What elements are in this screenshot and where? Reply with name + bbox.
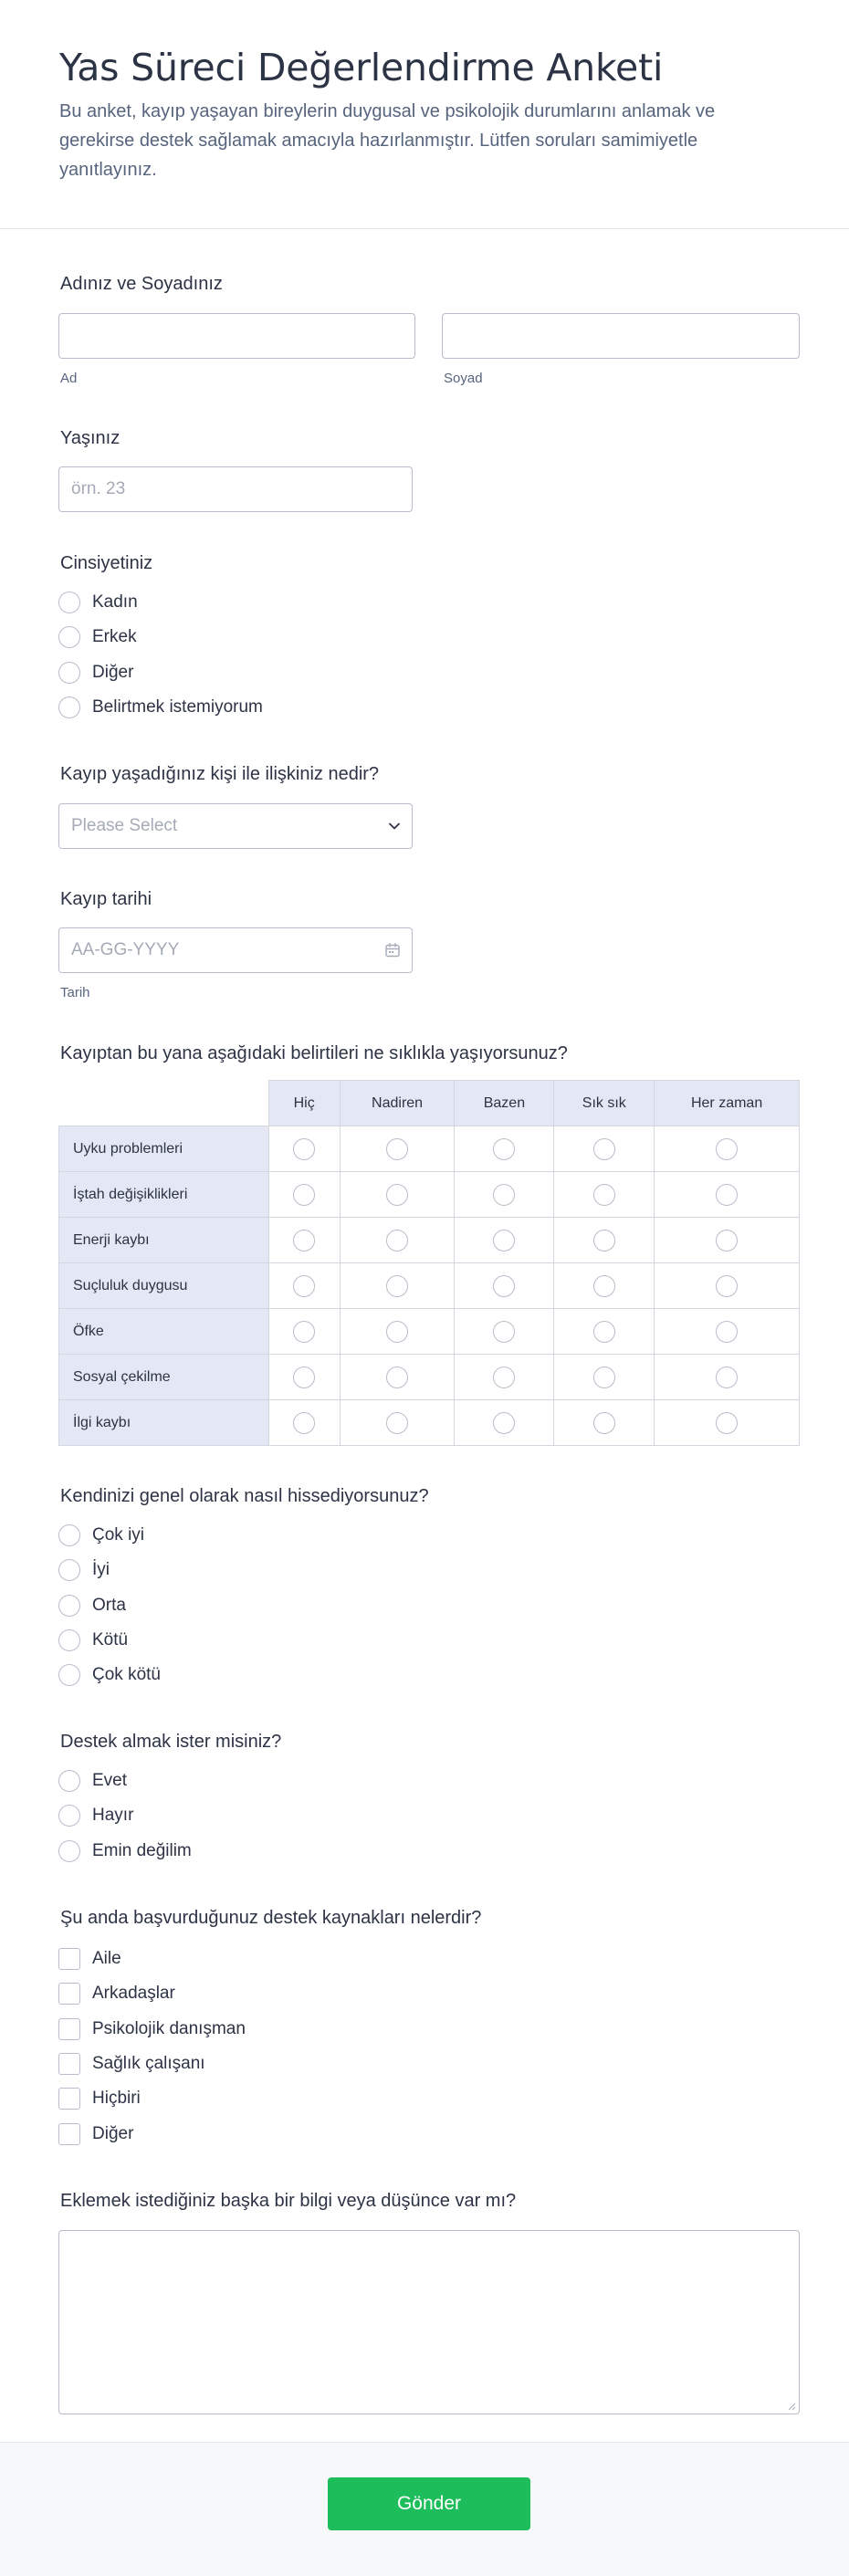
radio-button[interactable] bbox=[386, 1321, 408, 1343]
form-title: Yas Süreci Değerlendirme Anketi bbox=[59, 46, 664, 89]
radio-button[interactable] bbox=[386, 1275, 408, 1297]
matrix-cell bbox=[340, 1172, 455, 1218]
support-sources-option[interactable] bbox=[58, 2017, 246, 2041]
radio-button[interactable] bbox=[386, 1230, 408, 1251]
matrix-cell bbox=[655, 1172, 800, 1218]
radio-button[interactable] bbox=[58, 1805, 80, 1827]
gender-option[interactable] bbox=[58, 661, 133, 685]
chevron-down-icon bbox=[388, 820, 401, 832]
gender-option[interactable] bbox=[58, 696, 263, 719]
option-label: Erkek bbox=[92, 627, 137, 647]
calendar-icon[interactable] bbox=[384, 942, 401, 958]
radio-button[interactable] bbox=[293, 1275, 315, 1297]
option-label: Kötü bbox=[92, 1629, 129, 1649]
radio-button[interactable] bbox=[493, 1230, 515, 1251]
radio-button[interactable] bbox=[493, 1321, 515, 1343]
relation-label: Kayıp yaşadığınız kişi ile ilişkiniz nedir? bbox=[60, 764, 380, 784]
radio-button[interactable] bbox=[386, 1138, 408, 1160]
symptoms-label: Kayıptan bu yana aşağıdaki belirtileri ne sıklıkla yaşıyorsunuz? bbox=[60, 1043, 568, 1063]
matrix-row bbox=[59, 1172, 800, 1218]
last-name-input[interactable] bbox=[442, 313, 800, 359]
matrix-row bbox=[59, 1263, 800, 1309]
matrix-cell bbox=[554, 1355, 655, 1400]
extra-label: Eklemek istediğiniz başka bir bilgi veya düşünce var mı? bbox=[60, 2191, 517, 2211]
matrix-row bbox=[59, 1309, 800, 1355]
matrix-row bbox=[59, 1400, 800, 1446]
matrix-cell bbox=[554, 1400, 655, 1446]
matrix-cell bbox=[655, 1355, 800, 1400]
radio-button[interactable] bbox=[716, 1321, 738, 1343]
radio-button[interactable] bbox=[58, 626, 80, 648]
symptoms-matrix bbox=[58, 1080, 800, 1446]
extra-textarea[interactable] bbox=[58, 2230, 800, 2414]
matrix-row-label: Enerji kaybı bbox=[59, 1218, 269, 1263]
option-label: Orta bbox=[92, 1595, 126, 1615]
radio-button[interactable] bbox=[493, 1275, 515, 1297]
feeling-option[interactable] bbox=[58, 1594, 126, 1618]
form-header bbox=[0, 0, 849, 229]
matrix-cell bbox=[554, 1126, 655, 1172]
checkbox[interactable] bbox=[58, 2053, 80, 2075]
form-footer bbox=[0, 2442, 849, 2576]
matrix-cell bbox=[268, 1126, 340, 1172]
gender-option[interactable] bbox=[58, 591, 138, 614]
option-label: Kadın bbox=[92, 592, 138, 612]
gender-label: Cinsiyetiniz bbox=[60, 553, 153, 573]
option-label: Diğer bbox=[92, 662, 134, 682]
matrix-row bbox=[59, 1355, 800, 1400]
matrix-cell bbox=[455, 1263, 554, 1309]
matrix-row bbox=[59, 1218, 800, 1263]
support-sources-option[interactable] bbox=[58, 2122, 133, 2146]
radio-button[interactable] bbox=[716, 1138, 738, 1160]
radio-button[interactable] bbox=[716, 1367, 738, 1388]
loss-date-sublabel: Tarih bbox=[60, 985, 90, 1000]
support-wish-option[interactable] bbox=[58, 1769, 127, 1793]
radio-button[interactable] bbox=[593, 1321, 615, 1343]
feeling-option[interactable] bbox=[58, 1558, 110, 1582]
matrix-cell bbox=[554, 1309, 655, 1355]
matrix-row-label: Öfke bbox=[59, 1309, 269, 1355]
feeling-option[interactable] bbox=[58, 1663, 161, 1687]
radio-button[interactable] bbox=[716, 1230, 738, 1251]
option-label: Arkadaşlar bbox=[92, 1984, 175, 2004]
matrix-column-header: Hiç bbox=[268, 1081, 340, 1126]
matrix-cell bbox=[340, 1355, 455, 1400]
loss-date-placeholder: AA-GG-YYYY bbox=[71, 940, 180, 959]
checkbox[interactable] bbox=[58, 1983, 80, 2005]
matrix-cell bbox=[455, 1309, 554, 1355]
radio-button[interactable] bbox=[58, 592, 80, 613]
age-input[interactable] bbox=[58, 466, 413, 512]
matrix-cell bbox=[655, 1126, 800, 1172]
age-placeholder: örn. 23 bbox=[71, 479, 126, 498]
radio-button[interactable] bbox=[293, 1367, 315, 1388]
support-wish-label: Destek almak ister misiniz? bbox=[60, 1732, 282, 1752]
matrix-cell bbox=[554, 1263, 655, 1309]
radio-button[interactable] bbox=[293, 1184, 315, 1206]
option-label: Diğer bbox=[92, 2123, 134, 2143]
option-label: İyi bbox=[92, 1560, 110, 1580]
matrix-cell bbox=[455, 1172, 554, 1218]
option-label: Sağlık çalışanı bbox=[92, 2053, 205, 2073]
feeling-option[interactable] bbox=[58, 1628, 128, 1652]
matrix-cell bbox=[455, 1218, 554, 1263]
matrix-cell bbox=[268, 1355, 340, 1400]
option-label: Belirtmek istemiyorum bbox=[92, 696, 263, 717]
resize-handle-icon[interactable] bbox=[787, 2402, 796, 2411]
support-sources-option[interactable] bbox=[58, 1947, 121, 1971]
matrix-cell bbox=[340, 1218, 455, 1263]
checkbox[interactable] bbox=[58, 2123, 80, 2145]
first-name-input[interactable] bbox=[58, 313, 415, 359]
option-label: Emin değilim bbox=[92, 1840, 192, 1860]
radio-button[interactable] bbox=[293, 1321, 315, 1343]
radio-button[interactable] bbox=[293, 1412, 315, 1434]
matrix-cell bbox=[455, 1126, 554, 1172]
loss-date-label: Kayıp tarihi bbox=[60, 889, 152, 909]
radio-button[interactable] bbox=[593, 1412, 615, 1434]
radio-button[interactable] bbox=[593, 1367, 615, 1388]
radio-button[interactable] bbox=[386, 1367, 408, 1388]
matrix-column-header: Bazen bbox=[455, 1081, 554, 1126]
radio-button[interactable] bbox=[58, 696, 80, 718]
matrix-row-label: Uyku problemleri bbox=[59, 1126, 269, 1172]
radio-button[interactable] bbox=[58, 1629, 80, 1651]
matrix-row-label: İştah değişiklikleri bbox=[59, 1172, 269, 1218]
radio-button[interactable] bbox=[58, 1595, 80, 1617]
matrix-row-label: Sosyal çekilme bbox=[59, 1355, 269, 1400]
matrix-cell bbox=[655, 1263, 800, 1309]
submit-button[interactable]: Gönder bbox=[328, 2477, 530, 2530]
matrix-cell bbox=[455, 1400, 554, 1446]
radio-button[interactable] bbox=[58, 1840, 80, 1862]
matrix-cell bbox=[340, 1309, 455, 1355]
option-label: Çok kötü bbox=[92, 1665, 161, 1685]
radio-button[interactable] bbox=[493, 1367, 515, 1388]
matrix-corner bbox=[59, 1081, 269, 1126]
radio-button[interactable] bbox=[386, 1412, 408, 1434]
matrix-column-header: Her zaman bbox=[655, 1081, 800, 1126]
matrix-cell bbox=[554, 1172, 655, 1218]
matrix-row-label: İlgi kaybı bbox=[59, 1400, 269, 1446]
radio-button[interactable] bbox=[386, 1184, 408, 1206]
matrix-row bbox=[59, 1126, 800, 1172]
option-label: Aile bbox=[92, 1949, 121, 1968]
matrix-cell bbox=[268, 1400, 340, 1446]
option-label: Psikolojik danışman bbox=[92, 2018, 246, 2038]
matrix-column-header: Nadiren bbox=[340, 1081, 455, 1126]
loss-date-input[interactable] bbox=[58, 927, 413, 973]
matrix-cell bbox=[455, 1355, 554, 1400]
feeling-option[interactable] bbox=[58, 1524, 144, 1547]
option-label: Çok iyi bbox=[92, 1525, 145, 1545]
option-label: Hiçbiri bbox=[92, 2089, 141, 2109]
support-sources-option[interactable] bbox=[58, 1982, 175, 2005]
matrix-cell bbox=[554, 1218, 655, 1263]
radio-button[interactable] bbox=[58, 1664, 80, 1686]
radio-button[interactable] bbox=[293, 1230, 315, 1251]
radio-button[interactable] bbox=[58, 662, 80, 684]
radio-button[interactable] bbox=[716, 1275, 738, 1297]
matrix-column-header: Sık sık bbox=[554, 1081, 655, 1126]
last-name-sublabel: Soyad bbox=[444, 371, 483, 386]
support-wish-option[interactable] bbox=[58, 1804, 133, 1827]
radio-button[interactable] bbox=[493, 1184, 515, 1206]
radio-button[interactable] bbox=[593, 1184, 615, 1206]
support-sources-option[interactable] bbox=[58, 2052, 205, 2076]
relation-select[interactable] bbox=[58, 803, 413, 849]
relation-selected: Please Select bbox=[71, 816, 178, 835]
matrix-cell bbox=[655, 1218, 800, 1263]
matrix-cell bbox=[340, 1400, 455, 1446]
support-sources-label: Şu anda başvurduğunuz destek kaynakları nelerdir? bbox=[60, 1908, 482, 1928]
matrix-cell bbox=[655, 1400, 800, 1446]
radio-button[interactable] bbox=[593, 1138, 615, 1160]
radio-button[interactable] bbox=[716, 1412, 738, 1434]
gender-option[interactable] bbox=[58, 625, 137, 649]
radio-button[interactable] bbox=[293, 1138, 315, 1160]
matrix-cell bbox=[268, 1172, 340, 1218]
support-wish-option[interactable] bbox=[58, 1839, 192, 1863]
radio-button[interactable] bbox=[593, 1230, 615, 1251]
checkbox[interactable] bbox=[58, 2088, 80, 2110]
feeling-label: Kendinizi genel olarak nasıl hissediyorsunuz? bbox=[60, 1486, 429, 1506]
age-label: Yaşınız bbox=[60, 428, 121, 448]
support-sources-option[interactable] bbox=[58, 2087, 141, 2110]
checkbox[interactable] bbox=[58, 1948, 80, 1970]
radio-button[interactable] bbox=[716, 1184, 738, 1206]
first-name-sublabel: Ad bbox=[60, 371, 78, 386]
matrix-cell bbox=[268, 1309, 340, 1355]
matrix-cell bbox=[340, 1126, 455, 1172]
radio-button[interactable] bbox=[58, 1559, 80, 1581]
matrix-row-label: Suçluluk duygusu bbox=[59, 1263, 269, 1309]
matrix-cell bbox=[268, 1263, 340, 1309]
radio-button[interactable] bbox=[58, 1524, 80, 1546]
checkbox[interactable] bbox=[58, 2018, 80, 2040]
name-label: Adınız ve Soyadınız bbox=[60, 274, 223, 294]
form-description: Bu anket, kayıp yaşayan bireylerin duygusal ve psikolojik durumlarını anlamak ve gerekirse destek sağlamak amacıyla hazırlanmıştır. Lütfen soruları samimiyetle yanıtlayınız. bbox=[59, 101, 716, 180]
matrix-cell bbox=[268, 1218, 340, 1263]
radio-button[interactable] bbox=[493, 1412, 515, 1434]
option-label: Hayır bbox=[92, 1806, 134, 1826]
matrix-cell bbox=[655, 1309, 800, 1355]
radio-button[interactable] bbox=[493, 1138, 515, 1160]
radio-button[interactable] bbox=[593, 1275, 615, 1297]
matrix-cell bbox=[340, 1263, 455, 1309]
option-label: Evet bbox=[92, 1771, 128, 1790]
radio-button[interactable] bbox=[58, 1770, 80, 1792]
